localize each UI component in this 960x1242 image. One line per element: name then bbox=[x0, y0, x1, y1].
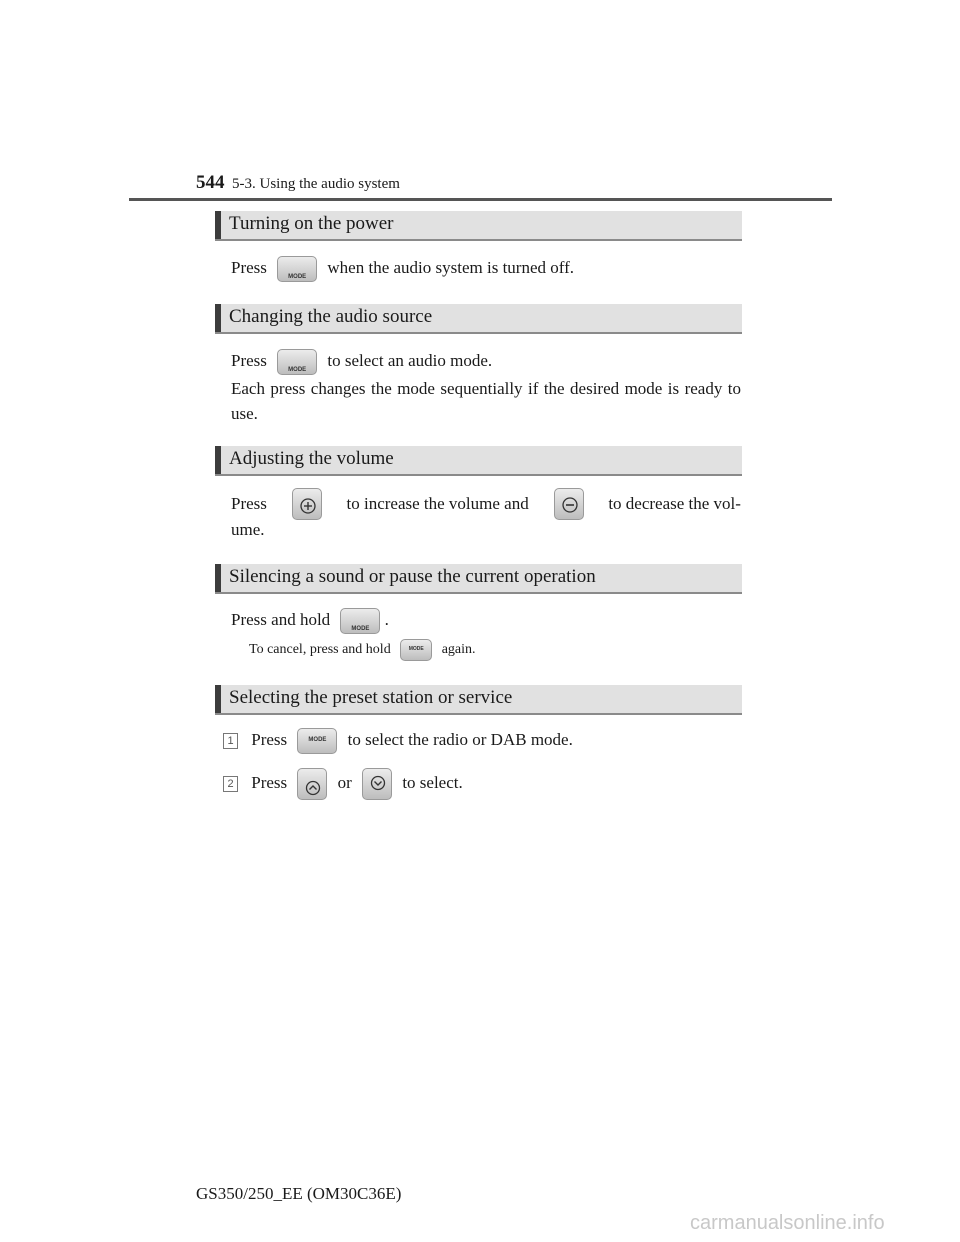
text-press: Press bbox=[251, 772, 288, 792]
chevron-up-icon bbox=[297, 768, 327, 800]
volume-instruction bbox=[231, 488, 741, 520]
heading-marker bbox=[215, 304, 221, 332]
audio-source-instruction bbox=[231, 349, 492, 375]
step-number: 1 bbox=[223, 733, 238, 749]
heading-marker bbox=[215, 446, 221, 474]
text-period: . bbox=[384, 610, 389, 629]
heading-title: Selecting the preset station or service bbox=[229, 687, 513, 708]
heading-changing-audio-source bbox=[215, 304, 742, 334]
text-increase: to increase the volume and bbox=[346, 494, 529, 513]
heading-adjusting-volume bbox=[215, 446, 742, 476]
text-press: Press bbox=[231, 494, 267, 513]
text-press: Press bbox=[231, 258, 267, 277]
heading-silencing-sound bbox=[215, 564, 742, 594]
cancel-note bbox=[249, 639, 476, 661]
text-decrease: to decrease the vol- bbox=[608, 494, 741, 513]
text-instruction: when the audio system is turned off. bbox=[327, 258, 575, 277]
page-header bbox=[196, 168, 836, 202]
heading-title: Adjusting the volume bbox=[229, 448, 394, 469]
text-press-hold: Press and hold bbox=[231, 610, 331, 629]
mode-button-icon: MODE bbox=[400, 639, 432, 661]
plus-icon bbox=[292, 488, 322, 520]
step-1 bbox=[223, 728, 573, 754]
silence-instruction bbox=[231, 608, 389, 634]
heading-title: Changing the audio source bbox=[229, 306, 433, 327]
footer-model: GS350/250_EE (OM30C36E) bbox=[196, 1184, 402, 1203]
audio-source-paragraph: Each press changes the mode sequentially if the desired mode is ready to use. bbox=[231, 379, 741, 423]
text-instruction: to select the radio or DAB mode. bbox=[347, 729, 573, 749]
page-number: 544 bbox=[196, 172, 225, 193]
minus-icon bbox=[554, 488, 584, 520]
watermark: carmanualsonline.info bbox=[690, 1212, 885, 1234]
mode-button-icon: MODE bbox=[340, 608, 380, 634]
heading-turning-on-power bbox=[215, 211, 742, 241]
step-number: 2 bbox=[223, 776, 238, 792]
heading-marker bbox=[215, 685, 221, 713]
mode-button-icon: MODE bbox=[297, 728, 337, 754]
text-to-select: to select. bbox=[402, 772, 463, 792]
step-2 bbox=[223, 768, 463, 800]
heading-marker bbox=[215, 211, 221, 239]
text-note: To cancel, press and hold bbox=[249, 642, 391, 658]
text-instruction: to select an audio mode. bbox=[327, 351, 493, 370]
chevron-down-icon bbox=[362, 768, 392, 800]
text-press: Press bbox=[251, 729, 288, 749]
heading-marker bbox=[215, 564, 221, 592]
heading-title: Turning on the power bbox=[229, 213, 394, 234]
power-instruction bbox=[231, 256, 574, 282]
text-again: again. bbox=[441, 642, 476, 658]
text-press: Press bbox=[231, 351, 267, 370]
heading-title: Silencing a sound or pause the current operation bbox=[229, 566, 596, 587]
header-divider bbox=[129, 198, 832, 201]
heading-selecting-preset bbox=[215, 685, 742, 715]
section-title: 5-3. Using the audio system bbox=[232, 176, 400, 192]
volume-continuation: ume. bbox=[231, 520, 265, 539]
mode-button-icon: MODE bbox=[277, 256, 317, 282]
text-or: or bbox=[337, 772, 352, 792]
mode-button-icon: MODE bbox=[277, 349, 317, 375]
